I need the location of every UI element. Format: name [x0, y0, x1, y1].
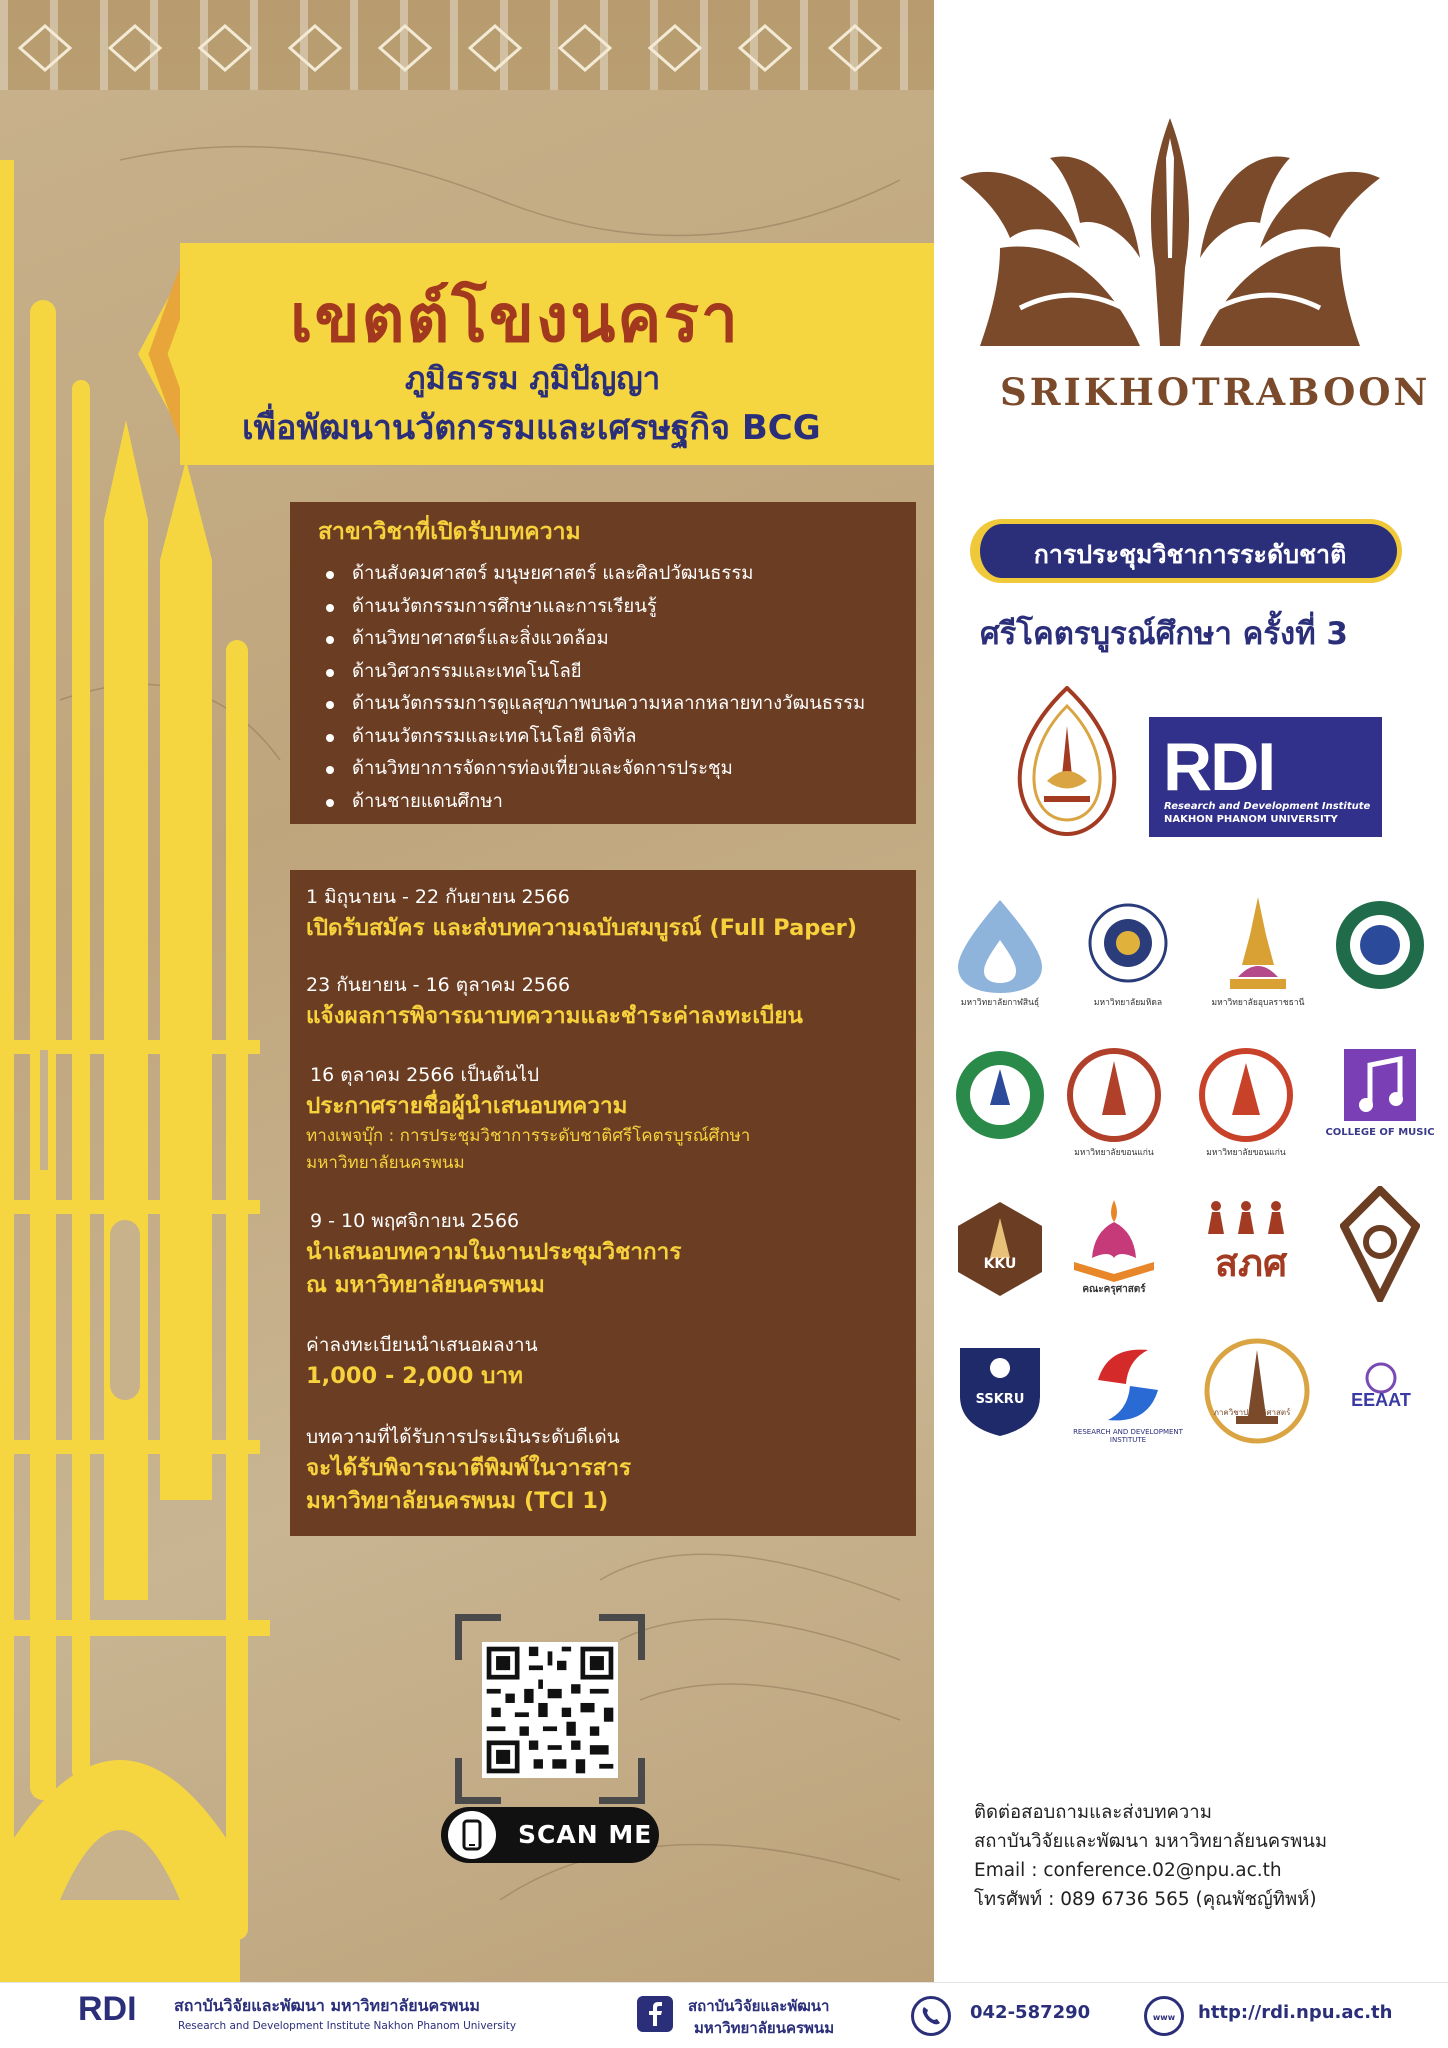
- partner-logo: [1196, 1045, 1296, 1158]
- open-book-icon: [1064, 1192, 1164, 1292]
- partner-caption: คณะครุศาสตร์: [1082, 1284, 1146, 1295]
- field-item: ด้านนวัตกรรมการศึกษาและการเรียนรู้: [326, 591, 902, 624]
- rdi-logo-text: RDI: [1163, 729, 1275, 805]
- footer-institute-th: สถาบันวิจัยและพัฒนา มหาวิทยาลัยนครพนม: [174, 1996, 480, 2015]
- partner-logo: [1073, 1340, 1183, 1450]
- dancers-icon: [1196, 1194, 1306, 1294]
- globe-icon: [1144, 1996, 1184, 2036]
- schedule-award-label: บทความที่ได้รับการประเมินระดับดีเด่น: [306, 1426, 620, 1448]
- schedule-item: [306, 1330, 906, 1393]
- partner-logo: [950, 895, 1050, 1008]
- fields-box: [290, 502, 916, 824]
- partner-logo: [1208, 895, 1308, 1008]
- poster-subtitle-1: ภูมิธรรม ภูมิปัญญา: [405, 361, 661, 397]
- eeaat-logo-icon: [1326, 1362, 1436, 1412]
- footer-facebook-name-2[interactable]: มหาวิทยาลัยนครพนม: [694, 2019, 835, 2037]
- schedule-item: [306, 882, 906, 945]
- partner-caption: มหาวิทยาลัยกาฬสินธุ์: [960, 998, 1040, 1008]
- schedule-desc: ณ มหาวิทยาลัยนครพนม: [306, 1272, 545, 1298]
- partner-logo: [1340, 1186, 1440, 1296]
- water-drop-icon: [950, 895, 1050, 995]
- schedule-fee-value: 1,000 - 2,000 บาท: [306, 1363, 523, 1389]
- schedule-desc: แจ้งผลการพิจารณาบทความและชำระค่าลงทะเบียน: [306, 1003, 803, 1029]
- partner-logo: [1202, 1336, 1302, 1446]
- partner-logo: [1196, 1194, 1296, 1304]
- schedule-desc: เปิดรับสมัคร และส่งบทความฉบับสมบูรณ์ (Full Paper): [306, 915, 857, 941]
- footer-phone[interactable]: 042-587290: [970, 2002, 1091, 2023]
- npu-seal-logo: [1012, 686, 1122, 836]
- partner-logo: [1326, 1362, 1426, 1472]
- partner-caption: สภศ: [1214, 1241, 1288, 1285]
- schedule-item: [306, 1422, 906, 1518]
- partner-caption: COLLEGE OF MUSIC: [1325, 1127, 1435, 1138]
- partner-logo: [950, 1045, 1050, 1155]
- fields-list: [326, 558, 902, 818]
- field-item: ด้านวิศวกรรมและเทคโนโลยี: [326, 656, 902, 689]
- partner-logo: [1064, 1045, 1164, 1158]
- partner-caption: SSKRU: [975, 1392, 1025, 1407]
- schedule-desc: จะได้รับพิจารณาตีพิมพ์ในวารสาร: [306, 1455, 632, 1481]
- contact-block: [974, 1798, 1414, 1914]
- fields-heading: สาขาวิชาที่เปิดรับบทความ: [318, 519, 581, 545]
- field-item: ด้านชายแดนศึกษา: [326, 786, 902, 819]
- partner-caption: มหาวิทยาลัยมหิดล: [1093, 998, 1163, 1008]
- contact-heading: ติดต่อสอบถามและส่งบทความ: [974, 1802, 1212, 1823]
- conference-subtitle: ศรีโคตรบูรณ์ศึกษา ครั้งที่ 3: [980, 616, 1348, 652]
- schedule-date: 16 ตุลาคม 2566 เป็นต้นไป: [310, 1064, 540, 1086]
- poster-title: เขตต์โขงนครา: [290, 279, 740, 357]
- partner-logo: [1064, 1192, 1164, 1302]
- footer-website-link[interactable]: http://rdi.npu.ac.th: [1198, 2002, 1393, 2023]
- phone-icon: [448, 1811, 496, 1859]
- green-university-seal-icon: [1330, 895, 1430, 995]
- phone-icon: [911, 1996, 951, 2036]
- golden-stupa-icon: [1208, 895, 1308, 995]
- schedule-date: 1 มิถุนายน - 22 กันยายน 2566: [306, 886, 570, 908]
- green-rajabhat-seal-icon: [950, 1045, 1050, 1145]
- music-note-icon: [1330, 1045, 1430, 1135]
- footer-rdi-logo: RDI: [78, 1990, 137, 2028]
- partner-caption: RESEARCH AND DEVELOPMENT INSTITUTE: [1073, 1428, 1183, 1444]
- conference-type-label: การประชุมวิชาการระดับชาติ: [1033, 540, 1347, 569]
- partner-logo: [1078, 895, 1178, 1008]
- schedule-item: [306, 1206, 906, 1302]
- field-item: ด้านนวัตกรรมการดูแลสุขภาพบนความหลากหลายทางวัฒนธรรม: [326, 688, 902, 721]
- contact-institute: สถาบันวิจัยและพัฒนา มหาวิทยาลัยนครพนม: [974, 1831, 1328, 1852]
- footer-institute-en: Research and Development Institute Nakhon Phanom University: [178, 2020, 517, 2032]
- schedule-note: ทางเพจบุ๊ก : การประชุมวิชาการระดับชาติศรีโคตรบูรณ์ศึกษา: [306, 1126, 751, 1146]
- field-item: ด้านวิทยาการจัดการท่องเที่ยวและจัดการประชุม: [326, 753, 902, 786]
- partner-caption: มหาวิทยาลัยขอนแก่น: [1206, 1148, 1286, 1158]
- brand-name: SRIKHOTRABOON: [1000, 370, 1431, 414]
- contact-phone[interactable]: โทรศัพท์ : 089 6736 565 (คุณพัชญ์ทิพห์): [974, 1889, 1317, 1910]
- schedule-desc: ประกาศรายชื่อผู้นำเสนอบทความ: [306, 1093, 628, 1119]
- kku-hexagon-icon: [950, 1198, 1050, 1298]
- facebook-icon[interactable]: [637, 1996, 673, 2032]
- poster-subtitle-2: เพื่อพัฒนานวัตกรรมและเศรษฐกิจ BCG: [242, 408, 821, 448]
- field-item: ด้านวิทยาศาสตร์และสิ่งแวดล้อม: [326, 623, 902, 656]
- scan-me-label: SCAN ME: [518, 1820, 653, 1849]
- mahidol-seal-icon: [1078, 895, 1178, 995]
- schedule-date: 23 กันยายน - 16 ตุลาคม 2566: [306, 974, 571, 996]
- schedule-fee-label: ค่าลงทะเบียนนำเสนอผลงาน: [306, 1334, 538, 1356]
- swirl-logo-icon: [1078, 1340, 1178, 1430]
- partner-caption: มหาวิทยาลัยอุบลราชธานี: [1211, 998, 1305, 1008]
- field-item: ด้านสังคมศาสตร์ มนุษยศาสตร์ และศิลปวัฒนธรรม: [326, 558, 902, 591]
- srikhotraboon-lotus-logo: [940, 118, 1400, 358]
- sskru-shield-icon: [950, 1340, 1050, 1440]
- contact-email[interactable]: Email : conference.02@npu.ac.th: [974, 1860, 1282, 1881]
- schedule-desc: นำเสนอบทความในงานประชุมวิชาการ: [306, 1239, 682, 1265]
- qr-code[interactable]: [482, 1642, 618, 1778]
- schedule-item: [306, 970, 906, 1033]
- partner-caption: ภาควิชาประวัติศาสตร์: [1213, 1408, 1291, 1417]
- rdi-logo-line1: Research and Development Institute: [1164, 801, 1371, 812]
- partner-caption: EEAAT: [1351, 1390, 1411, 1410]
- schedule-item: [306, 1060, 906, 1177]
- history-dept-seal-icon: [1202, 1336, 1312, 1446]
- schedule-box: [290, 870, 916, 1536]
- schedule-desc: มหาวิทยาลัยนครพนม (TCI 1): [306, 1488, 609, 1514]
- partner-logo: [950, 1340, 1050, 1450]
- rdi-logo-line2: NAKHON PHANOM UNIVERSITY: [1164, 814, 1338, 825]
- partner-caption: KKU: [983, 1256, 1017, 1272]
- partner-logo: [1325, 1045, 1435, 1155]
- field-item: ด้านนวัตกรรมและเทคโนโลยี ดิจิทัล: [326, 721, 902, 754]
- footer-facebook-name-1[interactable]: สถาบันวิจัยและพัฒนา: [688, 1997, 830, 2015]
- schedule-note: มหาวิทยาลัยนครพนม: [306, 1153, 465, 1173]
- schedule-date: 9 - 10 พฤศจิกายน 2566: [310, 1210, 520, 1232]
- partner-logo: [1330, 895, 1430, 1005]
- svg-text:www: www: [1152, 2013, 1176, 2022]
- spiral-knot-icon: [1340, 1186, 1420, 1302]
- kku-college-seal-icon: [1196, 1045, 1296, 1145]
- partner-caption: มหาวิทยาลัยขอนแก่น: [1074, 1148, 1154, 1158]
- kku-faculty-seal-icon: [1064, 1045, 1164, 1145]
- partner-logo: [950, 1198, 1050, 1308]
